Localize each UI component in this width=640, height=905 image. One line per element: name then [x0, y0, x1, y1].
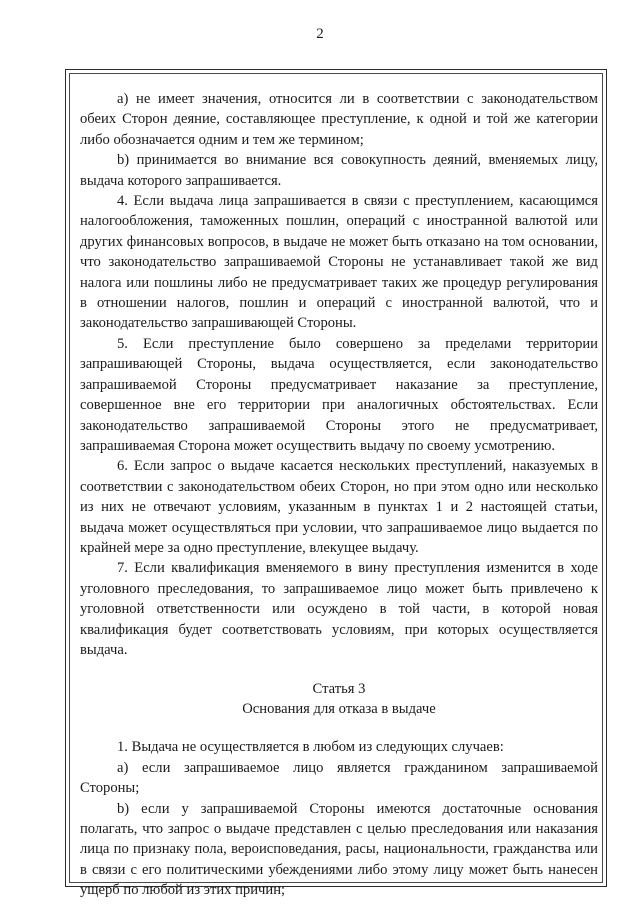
- article3-paragraph-1a: а) если запрашиваемое лицо является гражданином запрашиваемой Стороны;: [80, 759, 598, 797]
- document-body: [80, 89, 598, 901]
- article-heading: [80, 679, 598, 719]
- paragraph-3b: b) принимается во внимание вся совокупность деяний, вменяемых лицу, выдача которого запрашивается.: [80, 152, 598, 189]
- paragraph-4: 4. Если выдача лица запрашивается в связи с преступлением, касающимся налогообложения, таможенных пошлин, операций с иностранной валютой или других финансовых вопросов, в выдаче не может быть отказано на том основании, что законодательство запрашиваемой Стороны не устанавливает такой же вид налога или пошлины либо не предусматривает таких же процедур регулирования в отношении налогов, пошлин и операций с иностранной валютой, что и законодательство запрашивающей Стороны.: [80, 193, 598, 332]
- article-title: Основания для отказа в выдаче: [242, 701, 436, 718]
- article3-paragraph-1: 1. Выдача не осуществляется в любом из следующих случаев:: [117, 739, 504, 756]
- article3-paragraph-1b: b) если у запрашиваемой Стороны имеются достаточные основания полагать, что запрос о выдаче представлен с целью преследования или наказания лица по признаку пола, вероисповедания, расы, национальности, гражданства или в связи с его политическими убеждениями либо этому лицу может быть нанесен ущерб по любой из этих причин;: [80, 800, 598, 899]
- paragraph-3a: а) не имеет значения, относится ли в соответствии с законодательством обеих Сторон деяние, составляющее преступление, к одной и той же категории либо обозначается одним и тем же термином;: [80, 91, 598, 148]
- paragraph-6: 6. Если запрос о выдаче касается нескольких преступлений, наказуемых в соответствии с законодательством обеих Сторон, но при этом одно или несколько из них не отвечают условиям, указанным в пунктах 1 и 2 настоящей статьи, выдача может осуществляться при условии, что запрашиваемое лицо выдается по крайней мере за одно преступление, влекущее выдачу.: [80, 458, 598, 556]
- page-number: 2: [316, 26, 324, 42]
- paragraph-5: 5. Если преступление было совершено за пределами территории запрашивающей Стороны, выдача осуществляется, если законодательство запрашиваемой Стороны предусматривает наказание за преступление, совершенное вне его территории при аналогичных обстоятельствах. Если законодательство запрашиваемой Стороны этого не предусматривает, запрашиваемая Сторона может осуществить выдачу по своему усмотрению.: [80, 335, 598, 454]
- paragraph-7: 7. Если квалификация вменяемого в вину преступления изменится в ходе уголовного преследования, то запрашиваемое лицо может быть привлечено к уголовной ответственности или осуждено в той части, в которой новая квалификация будет соответствовать условиям, при которых осуществляется выдача.: [80, 560, 598, 658]
- article-number: Статья 3: [312, 681, 366, 698]
